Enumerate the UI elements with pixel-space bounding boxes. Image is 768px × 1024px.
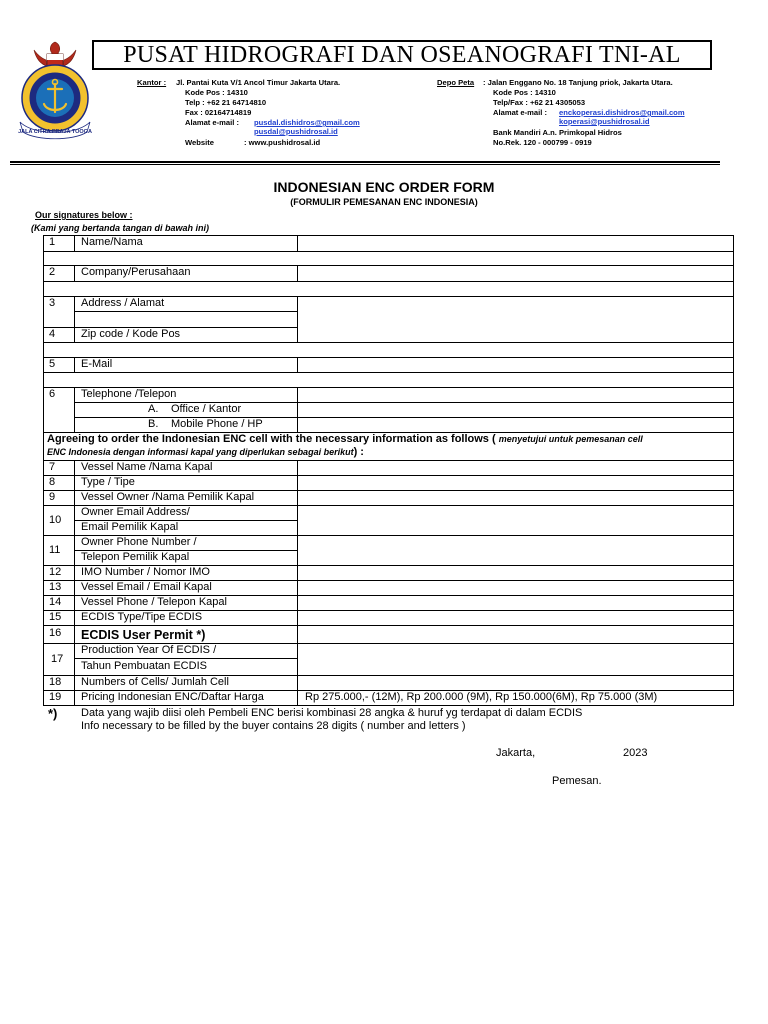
field-label-zip: Zip code / Kode Pos <box>81 328 181 340</box>
depot-phone: Telp/Fax : +62 21 4305053 <box>493 98 586 107</box>
field-label-owner-email-id: Email Pemilik Kapal <box>81 521 179 533</box>
logo-motto: JALA CITRA PRAJA TOOGA <box>18 129 92 135</box>
row-number: 9 <box>49 491 56 503</box>
field-label-company: Company/Perusahaan <box>81 266 191 278</box>
field-label-pricing: Pricing Indonesian ENC/Daftar Harga <box>81 691 264 703</box>
imo-input[interactable] <box>299 566 732 579</box>
note-line-en: Info necessary to be filled by the buyer contains 28 digits ( number and letters ) <box>81 720 466 732</box>
row-number: 7 <box>49 461 56 473</box>
row-number: 3 <box>49 297 56 309</box>
depot-account-number: No.Rek. 120 - 000799 - 0919 <box>493 138 592 147</box>
table-border-bottom <box>43 705 734 706</box>
row-number: 15 <box>49 611 62 623</box>
order-form-table <box>43 235 734 705</box>
field-label-vessel-owner: Vessel Owner /Nama Pemilik Kapal <box>81 491 255 503</box>
depot-bank: Bank Mandiri A.n. Primkopal Hidros <box>493 128 622 137</box>
field-label-type: Type / Tipe <box>81 476 135 488</box>
office-email-label: Alamat e-mail : <box>185 118 240 127</box>
field-label-office-phone: Office / Kantor <box>171 403 242 415</box>
agreement-text-cont: ENC Indonesia dengan informasi kapal yang diperlukan sebagai berikut) : <box>47 446 364 458</box>
field-label-production-year-id: Tahun Pembuatan ECDIS <box>81 660 207 672</box>
vessel-email-input[interactable] <box>299 581 732 594</box>
field-label-ecdis-type: ECDIS Type/Tipe ECDIS <box>81 611 203 623</box>
row-number: 1 <box>49 236 56 248</box>
row-number: 2 <box>49 266 56 278</box>
owner-email-input[interactable] <box>299 506 732 534</box>
note-line-id: Data yang wajib diisi oleh Pembeli ENC berisi kombinasi 28 angka & huruf yg terdapat di dalam ECDIS <box>81 707 583 719</box>
depot-address: : Jalan Enggano No. 18 Tanjung priok, Jakarta Utara. <box>483 78 673 87</box>
field-label-name: Name/Nama <box>81 236 143 248</box>
table-border-right <box>733 235 734 706</box>
row-number: 4 <box>49 328 56 340</box>
field-label-owner-phone: Owner Phone Number / <box>81 536 197 548</box>
field-label-number-of-cells: Numbers of Cells/ Jumlah Cell <box>81 676 229 688</box>
header-divider <box>10 161 720 163</box>
vessel-owner-input[interactable] <box>299 491 732 504</box>
vessel-name-input[interactable] <box>299 461 732 474</box>
pricing-value: Rp 275.000,- (12M), Rp 200.000 (9M), Rp 150.000(6M), Rp 75.000 (3M) <box>305 691 658 703</box>
row-number: 17 <box>51 653 64 665</box>
field-label-email: E-Mail <box>81 358 113 370</box>
row-number: 18 <box>49 676 62 688</box>
owner-phone-input[interactable] <box>299 536 732 564</box>
depot-email-link-2[interactable]: koperasi@pushidrosal.id <box>559 117 650 126</box>
office-fax: Fax : 02164714819 <box>185 108 252 117</box>
office-email-link-2[interactable]: pusdal@pushidrosal.id <box>254 127 338 136</box>
signature-city: Jakarta, <box>496 747 536 759</box>
agreement-text: Agreeing to order the Indonesian ENC cell with the necessary information as follows ( menyetujui untuk pemesanan cell <box>47 433 643 445</box>
required-mark: *) <box>196 628 206 642</box>
field-label-mobile-phone: Mobile Phone / HP <box>171 418 263 430</box>
institution-logo <box>14 40 96 140</box>
sub-letter: A. <box>148 403 159 415</box>
row-number: 10 <box>49 514 62 526</box>
orderer-label: Pemesan. <box>552 775 602 787</box>
office-label: Kantor : <box>137 78 167 87</box>
field-label-imo: IMO Number / Nomor IMO <box>81 566 210 578</box>
vessel-type-input[interactable] <box>299 476 732 489</box>
table-border-left <box>43 235 44 706</box>
row-number: 5 <box>49 358 56 370</box>
field-label-address: Address / Alamat <box>81 297 165 309</box>
header-divider-thin <box>10 164 720 165</box>
field-label-telephone: Telephone /Telepon <box>81 388 177 400</box>
signature-year: 2023 <box>623 747 648 759</box>
vessel-phone-input[interactable] <box>299 596 732 609</box>
row-number: 14 <box>49 596 62 608</box>
organization-title: PUSAT HIDROGRAFI DAN OSEANOGRAFI TNI-AL <box>92 40 712 70</box>
office-postcode: Kode Pos : 14310 <box>185 88 248 97</box>
field-label-vessel-email: Vessel Email / Email Kapal <box>81 581 212 593</box>
field-label-ecdis-user-permit: ECDIS User Permit *) <box>81 628 206 642</box>
email-input[interactable] <box>299 358 732 371</box>
row-number: 8 <box>49 476 56 488</box>
name-input[interactable] <box>299 236 732 250</box>
signatures-heading: Our signatures below : <box>35 210 133 220</box>
field-label-vessel-phone: Vessel Phone / Telepon Kapal <box>81 596 227 608</box>
field-label-owner-email: Owner Email Address/ <box>81 506 190 518</box>
field-label-owner-phone-id: Telepon Pemilik Kapal <box>81 551 190 563</box>
ecdis-user-permit-input[interactable] <box>299 627 732 642</box>
row-number: 19 <box>49 691 62 703</box>
office-website[interactable]: : www.pushidrosal.id <box>244 138 321 147</box>
depot-label: Depo Peta <box>437 78 475 87</box>
sub-letter: B. <box>148 418 159 430</box>
note-marker: *) <box>48 706 58 721</box>
field-label-production-year: Production Year Of ECDIS / <box>81 644 217 656</box>
field-label-vessel-name: Vessel Name /Nama Kapal <box>81 461 213 473</box>
depot-email-link-1[interactable]: enckoperasi.dishidros@gmail.com <box>559 108 685 117</box>
production-year-input[interactable] <box>299 644 732 674</box>
row-number: 11 <box>49 544 61 556</box>
depot-postcode: Kode Pos : 14310 <box>493 88 556 97</box>
office-website-label: Website <box>185 138 214 147</box>
office-phone: Telp : +62 21 64714810 <box>185 98 267 107</box>
row-number: 6 <box>49 388 56 400</box>
ecdis-type-input[interactable] <box>299 611 732 624</box>
company-input[interactable] <box>299 266 732 280</box>
number-of-cells-input[interactable] <box>299 676 732 689</box>
depot-email-label: Alamat e-mail : <box>493 108 548 117</box>
mobile-phone-input[interactable] <box>299 418 732 431</box>
row-number: 16 <box>49 627 62 639</box>
form-title: INDONESIAN ENC ORDER FORM <box>273 179 495 195</box>
row-number: 13 <box>49 581 62 593</box>
row-number: 12 <box>49 566 62 578</box>
signatures-heading-id: (Kami yang bertanda tangan di bawah ini) <box>31 223 210 233</box>
office-phone-input[interactable] <box>299 403 732 416</box>
office-email-link-1[interactable]: pusdal.dishidros@gmail.com <box>254 118 360 127</box>
office-address: Jl. Pantai Kuta V/1 Ancol Timur Jakarta Utara. <box>176 78 341 87</box>
address-input[interactable] <box>299 297 732 341</box>
form-subtitle: (FORMULIR PEMESANAN ENC INDONESIA) <box>290 197 478 207</box>
